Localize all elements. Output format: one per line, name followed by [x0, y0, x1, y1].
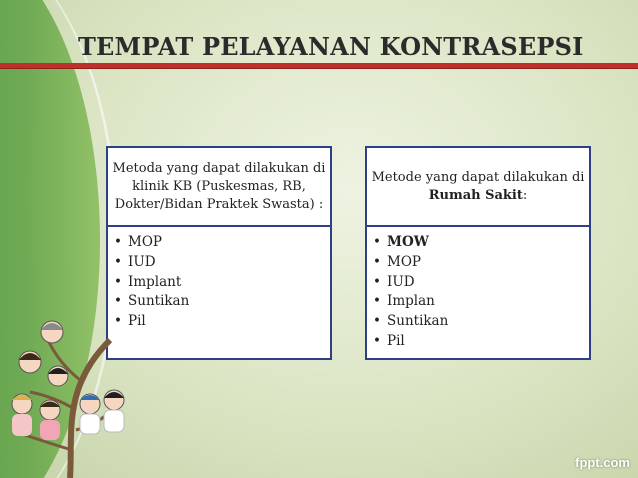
bullet-icon: •	[114, 313, 122, 330]
list-item	[373, 332, 583, 352]
header-prefix: Metode yang dapat dilakukan di	[371, 169, 585, 185]
list-item	[114, 233, 324, 253]
list-item-label: MOP	[387, 253, 421, 270]
bullet-icon: •	[114, 273, 122, 290]
list-item	[114, 273, 324, 293]
bullet-icon: •	[114, 234, 122, 250]
bullet-icon: •	[373, 313, 381, 330]
family-tree-illustration	[0, 300, 150, 478]
list-item	[373, 253, 583, 273]
bullet-icon: •	[373, 273, 381, 290]
list-item-label: MOP	[128, 234, 162, 250]
list-item-label: Suntikan	[128, 293, 190, 310]
list-item-label: IUD	[387, 273, 415, 290]
list-item	[373, 273, 583, 293]
face-icon	[104, 390, 124, 410]
rumah-sakit-list	[373, 233, 583, 352]
table-klinik-kb-header: Metoda yang dapat dilakukan di klinik KB (Puskesmas, RB, Dokter/Bidan Praktek Swasta) :	[108, 148, 330, 227]
list-item-label: Implan	[387, 293, 435, 310]
face-icon	[48, 366, 68, 386]
face-icon	[19, 351, 41, 373]
face-icon	[40, 400, 60, 420]
bullet-icon: •	[114, 293, 122, 310]
table-rumah-sakit	[365, 146, 591, 360]
list-item-label: Implant	[128, 273, 182, 290]
bullet-icon: •	[373, 293, 381, 310]
list-item-label: Suntikan	[387, 313, 449, 330]
table-rumah-sakit-body	[367, 227, 589, 352]
face-icon	[41, 321, 63, 343]
list-item	[114, 253, 324, 273]
slide-title: TEMPAT PELAYANAN KONTRASEPSI	[78, 32, 584, 61]
list-item-label: Pil	[387, 332, 405, 349]
list-item	[373, 233, 583, 253]
table-rumah-sakit-header	[367, 148, 589, 227]
brand-watermark: fppt.com	[575, 455, 630, 470]
list-item-label: IUD	[128, 253, 156, 270]
list-item	[373, 312, 583, 332]
list-item	[373, 292, 583, 312]
face-icon	[80, 394, 100, 414]
face-icon	[12, 394, 32, 414]
header-suffix: :	[522, 187, 528, 203]
rumah-sakit-header-text	[371, 169, 585, 205]
list-item-label: Pil	[128, 313, 146, 330]
title-rule	[0, 63, 638, 69]
bullet-icon: •	[373, 332, 381, 349]
header-bold: Rumah Sakit	[428, 187, 523, 203]
bullet-icon: •	[114, 253, 122, 270]
list-item-label: MOW	[387, 234, 429, 250]
bullet-icon: •	[373, 234, 381, 250]
bullet-icon: •	[373, 253, 381, 270]
